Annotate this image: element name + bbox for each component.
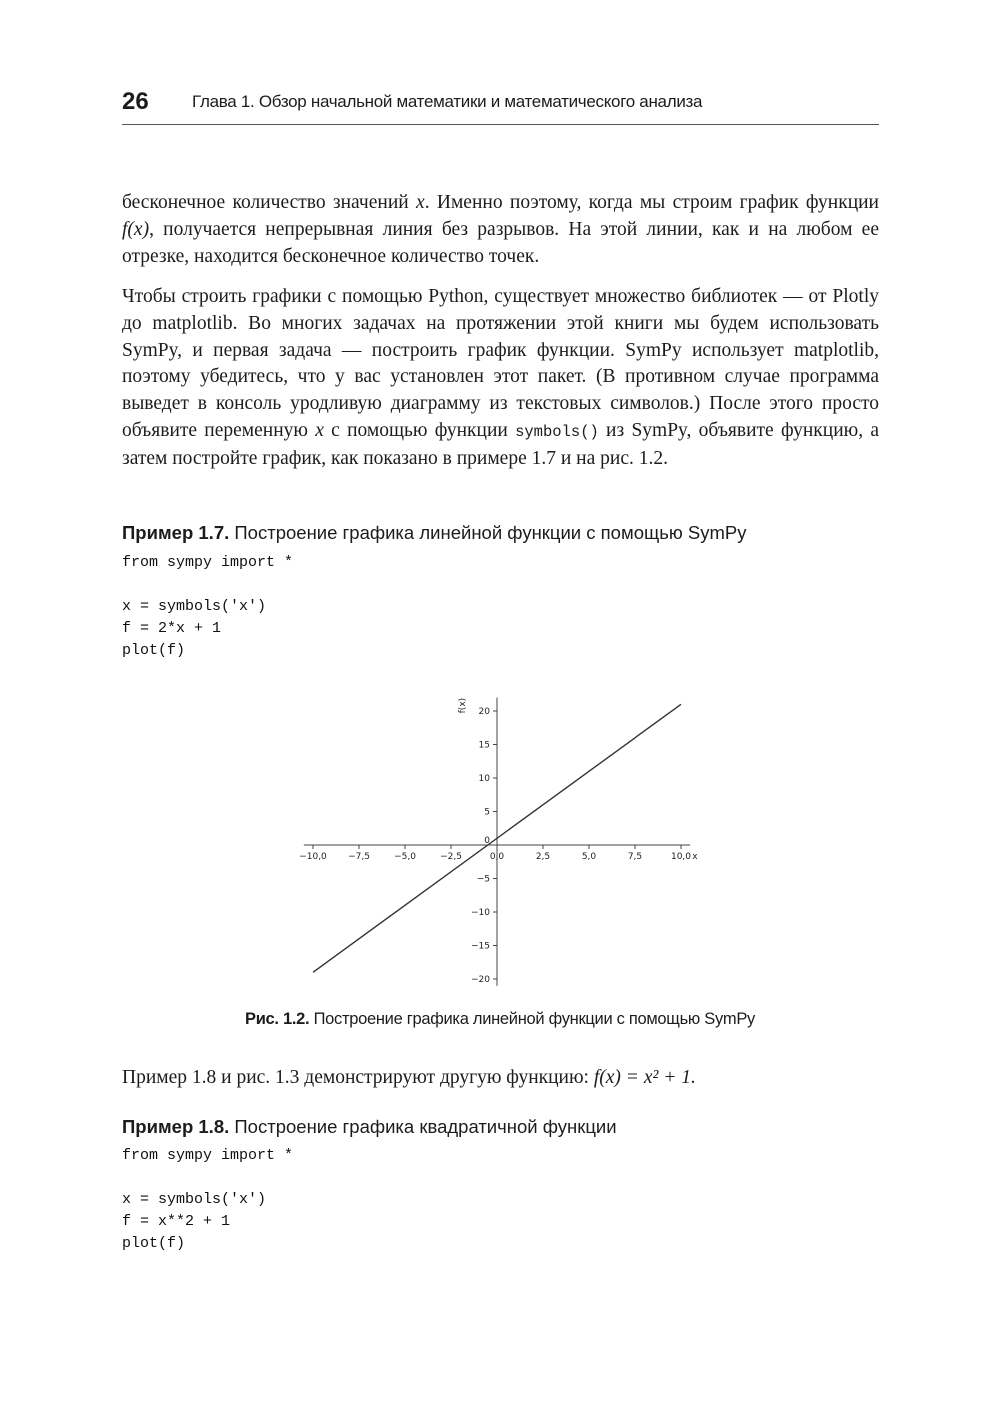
x-tick-label: −10,0 <box>299 852 327 862</box>
paragraph-2 <box>122 284 879 473</box>
figure-caption-text: Построение графика линейной функции с помощью SymPy <box>309 1010 755 1028</box>
figure-label: Рис. 1.2. <box>244 1010 310 1028</box>
para1-text-b: . Именно поэтому, когда мы строим график функции <box>424 192 879 213</box>
paragraph-3 <box>122 1065 879 1092</box>
y-tick-label: −20 <box>471 975 490 985</box>
example-1-7-code: from sympy import * x = symbols('x') f = 2*x + 1 plot(f) <box>122 554 294 659</box>
example-1-7-title <box>122 522 746 544</box>
para2-var-x: x <box>315 419 324 441</box>
para1-var-x: x <box>416 192 425 213</box>
para2-text-b: с помощью функции <box>323 419 516 441</box>
para2-code: symbols() <box>515 422 599 441</box>
x-tick-label: 7,5 <box>627 852 643 862</box>
x-axis-label: x <box>692 852 698 862</box>
example-1-8-code: from sympy import * x = symbols('x') f = x**2 + 1 plot(f) <box>122 1147 294 1252</box>
y-tick-label: 0 <box>484 836 490 846</box>
y-axis-label: f(x) <box>458 697 468 714</box>
para2-text-c: из SymPy, объявите функцию, а затем постройте график, как показано в примере 1.7 и на рис. 1.2. <box>122 419 879 469</box>
para1-fx: f(x) <box>122 218 150 240</box>
paragraph-1 <box>122 190 879 270</box>
figure-1-2-caption <box>0 1010 1000 1029</box>
para1-text-c: , получается непрерывная линия без разрывов. На этой линии, как и на любом ее отрезке, находится бесконечное количество точек. <box>122 218 879 267</box>
example-1-8-text: Построение графика квадратичной функции <box>229 1116 617 1137</box>
page-number: 26 <box>122 88 149 115</box>
example-1-8-label: Пример 1.8. <box>122 1116 230 1137</box>
y-tick-label: 15 <box>478 740 490 751</box>
example-1-7-label: Пример 1.7. <box>122 522 230 543</box>
example-1-8-title <box>122 1116 617 1138</box>
chapter-title: Глава 1. Обзор начальной математики и математического анализа <box>192 92 703 111</box>
y-tick-label: −5 <box>476 874 490 885</box>
x-tick-label: −5,0 <box>394 852 416 862</box>
para3-text: Пример 1.8 и рис. 1.3 демонстрируют другую функцию: <box>122 1067 594 1088</box>
para3-formula: f(x) = x² + 1. <box>593 1067 696 1088</box>
y-tick-label: −10 <box>471 908 490 918</box>
x-tick-label: 2,5 <box>535 852 551 862</box>
x-tick-label: 10,0 <box>670 852 692 862</box>
para1-text-a: бесконечное количество значений <box>122 192 417 213</box>
para2-text-a: Чтобы строить графики с помощью Python, существует множество библиотек — от Plotly до matplotlib. Во многих задачах на протяжении этой книги мы будем использовать SymPy, и первая задача — построить график функции. SymPy использует matplotlib, поэтому убедитесь, что у вас установлен этот пакет. (В противном случае программа выведет в консоль уродливую диаграмму из текстовых символов.) После этого просто объявите переменную <box>122 286 879 441</box>
x-tick-label: 0,0 <box>489 852 505 862</box>
y-tick-label: 20 <box>478 707 490 717</box>
page-header <box>122 88 879 125</box>
y-tick-label: −15 <box>471 941 490 952</box>
x-tick-label: −7,5 <box>348 852 370 862</box>
y-tick-label: 5 <box>484 807 490 818</box>
y-tick-label: 10 <box>478 774 490 784</box>
x-tick-label: 5,0 <box>581 852 597 862</box>
x-tick-label: −2,5 <box>440 852 462 862</box>
linear-function-chart <box>0 680 1000 1000</box>
example-1-7-text: Построение графика линейной функции с помощью SymPy <box>229 522 747 543</box>
